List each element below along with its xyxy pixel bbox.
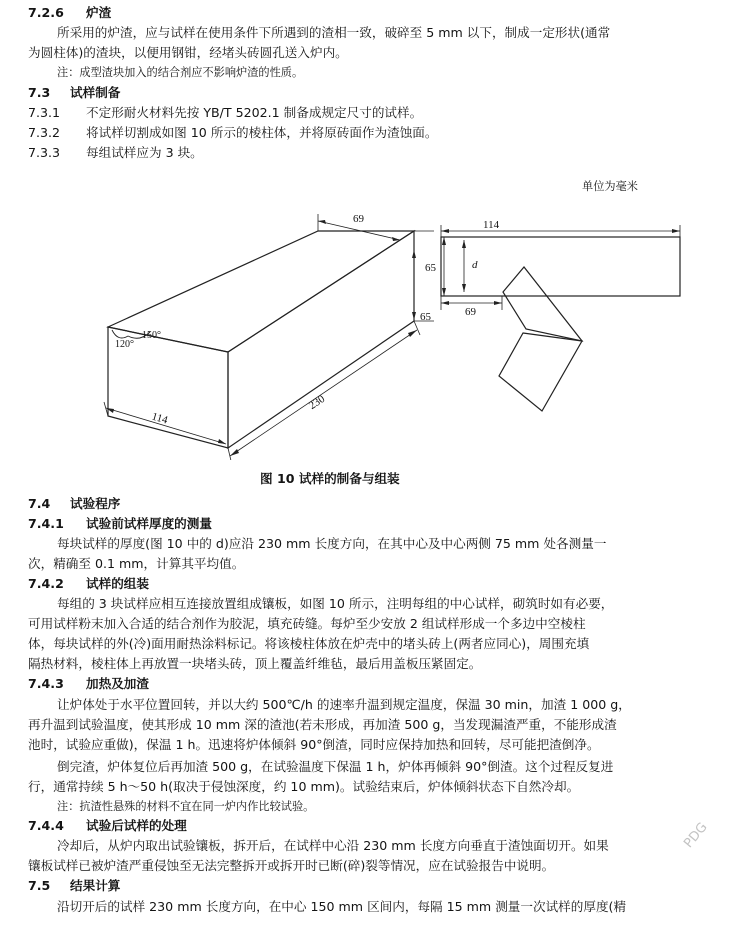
section-label-d: d xyxy=(472,259,478,271)
paragraph-line: 次，精确至 0.1 mm，计算其平均值。 xyxy=(28,556,245,571)
paragraph-line: 镶板试样已被炉渣严重侵蚀至无法完整拆开或拆开时已断(碎)裂等情况，应在试验报告中说明。 xyxy=(28,858,555,873)
paragraph-line: 隔热材料，棱柱体上再放置一块堵头砖，顶上覆盖纤维毡，最后用盖板压紧固定。 xyxy=(28,656,482,671)
paragraph-line: 再升温到试验温度，使其形成 10 mm 深的渣池(若未形成，再加渣 500 g，当发现漏渣严重，不能形成渣 xyxy=(28,717,617,732)
dim-label-230: 230 xyxy=(306,392,328,412)
paragraph-line: 让炉体处于水平位置回转，并以大约 500℃/h 的速率升温到规定温度，保温 30 min，加渣 1 000 g， xyxy=(57,697,631,712)
document-page: 7.2.6 炉渣 所采用的炉渣，应与试样在使用条件下所遇到的渣相一致，破碎至 5 mm 以下，制成一定形状(通常 为圆柱体)的渣块，以便用钢钳，经堵头砖圆孔送入炉内。 注：成型渣块加入的结合剂应不影响炉渣的性质。 7.3 试样制备 7.3.1 不定形耐火材料先按 YB/T 5202.1 制备成规定尺寸的试样。 7.3.2 将试样切割成如图 10 所示的棱柱体，并将原砖面作为渣蚀面。 7.3.3 每组试样应为 3 块。 单位为毫米 69 65 230 114 120° 150° 114 65 d 69 图 10 试样的制备与组装 7.4 试验程序 7.4.1 试验前试样厚度的测量 每块试样的厚度(图 10 中的 d)应沿 230 mm 长度方向，在其中心及中心两侧 75 mm 处各测量一 次，精确至 0.1 mm，计算其平均值。 7.4.2 试样的组装 每组的 3 块试样应相互连接放置组成镶板，如图 10 所示，注明每组的中心试样，砌筑时如有必要， 可用试样粉末加入合适的结合剂作为胶泥，填充砖缝。每炉至少安放 2 组试样形成一个多边中空棱柱 体，每块试样的外(冷)面用耐热涂料标记。将该棱柱体放在炉壳中的堵头砖上(两者应同心)，周围充填 隔热材料，棱柱体上再放置一块堵头砖，顶上覆盖纤维毡，最后用盖板压紧固定。 7.4.3 加热及加渣 让炉体处于水平位置回转，并以大约 500℃/h 的速率升温到规定温度，保温 30 min，加渣 1 000 g， 再升温到试验温度，使其形成 10 mm 深的渣池(若未形成，再加渣 500 g，当发现漏渣严重，不能形成渣 池时，试验应重做)，保温 1 h。迅速将炉体倾斜 90°倒渣，同时应保持加热和回转，尽可能把渣倒净。 倒完渣，炉体复位后再加渣 500 g，在试验温度下保温 1 h，炉体再倾斜 90°倒渣。这个过程反复进 行，通常持续 5 h～50 h(取决于侵蚀深度，约 10 mm)。试验结束后，炉体倾斜状态下自然冷却。 注：抗渣性悬殊的材料不宜在同一炉内作比较试验。 7.4.4 试验后试样的处理 冷却后，从炉内取出试验镶板，拆开后，在试样中心沿 230 mm 长度方向垂直于渣蚀面切开。如果 镶板试样已被炉渣严重侵蚀至无法完整拆开或拆开时已断(碎)裂等情况，应在试验报告中说明。 7.5 结果计算 沿切开后的试样 230 mm 长度方向，在中心 150 mm 区间内，每隔 15 mm 测量一次试样的厚度(精 PDG xyxy=(0,0,734,931)
dim-label-69: 69 xyxy=(353,213,364,225)
paragraph-line: 冷却后，从炉内取出试验镶板，拆开后，在试样中心沿 230 mm 长度方向垂直于渣蚀面切开。如果 xyxy=(57,838,609,853)
paragraph-line: 每组的 3 块试样应相互连接放置组成镶板，如图 10 所示，注明每组的中心试样，砌筑时如有必要， xyxy=(57,596,614,611)
dim-label-65: 65 xyxy=(420,311,431,323)
paragraph-line: 为圆柱体)的渣块，以便用钢钳，经堵头砖圆孔送入炉内。 xyxy=(28,45,348,60)
angle-label-120: 120° xyxy=(115,339,134,350)
note: 注：抗渣性悬殊的材料不宜在同一炉内作比较试验。 xyxy=(57,800,315,813)
paragraph-line: 每块试样的厚度(图 10 中的 d)应沿 230 mm 长度方向，在其中心及中心两侧 75 mm 处各测量一 xyxy=(57,536,607,551)
note: 注：成型渣块加入的结合剂应不影响炉渣的性质。 xyxy=(57,66,304,79)
paragraph-line: 体，每块试样的外(冷)面用耐热涂料标记。将该棱柱体放在炉壳中的堵头砖上(两者应同心)，周围充填 xyxy=(28,636,590,651)
paragraph-line: 沿切开后的试样 230 mm 长度方向，在中心 150 mm 区间内，每隔 15 mm 测量一次试样的厚度(精 xyxy=(57,899,627,914)
paragraph-line: 行，通常持续 5 h～50 h(取决于侵蚀深度，约 10 mm)。试验结束后，炉体倾斜状态下自然冷却。 xyxy=(28,779,580,794)
prism-right-face xyxy=(228,231,414,448)
section-label-65: 65 xyxy=(425,262,436,274)
dim-line-230 xyxy=(230,330,417,456)
paragraph-line: 池时，试验应重做)，保温 1 h。迅速将炉体倾斜 90°倒渣，同时应保持加热和回转，尽可能把渣倒净。 xyxy=(28,737,600,752)
paragraph-line: 倒完渣，炉体复位后再加渣 500 g，在试验温度下保温 1 h，炉体再倾斜 90°倒渣。这个过程反复进 xyxy=(57,759,614,774)
figure-10-drawing xyxy=(0,195,734,460)
watermark: PDG xyxy=(681,819,711,852)
assembly-piece-2 xyxy=(503,267,582,341)
unit-label: 单位为毫米 xyxy=(582,180,638,193)
paragraph-line: 可用试样粉末加入合适的结合剂作为胶泥，填充砖缝。每炉至少安放 2 组试样形成一个多边中空棱柱 xyxy=(28,616,586,631)
section-label-114: 114 xyxy=(483,219,500,231)
dim-label-114: 114 xyxy=(150,410,170,427)
paragraph-line: 所采用的炉渣，应与试样在使用条件下所遇到的渣相一致，破碎至 5 mm 以下，制成一定形状(通常 xyxy=(57,25,611,40)
section-label-69: 69 xyxy=(465,306,476,318)
angle-label-150: 150° xyxy=(142,330,161,341)
assembly-piece-3 xyxy=(499,333,582,411)
figure-caption: 图 10 试样的制备与组装 xyxy=(260,471,400,486)
